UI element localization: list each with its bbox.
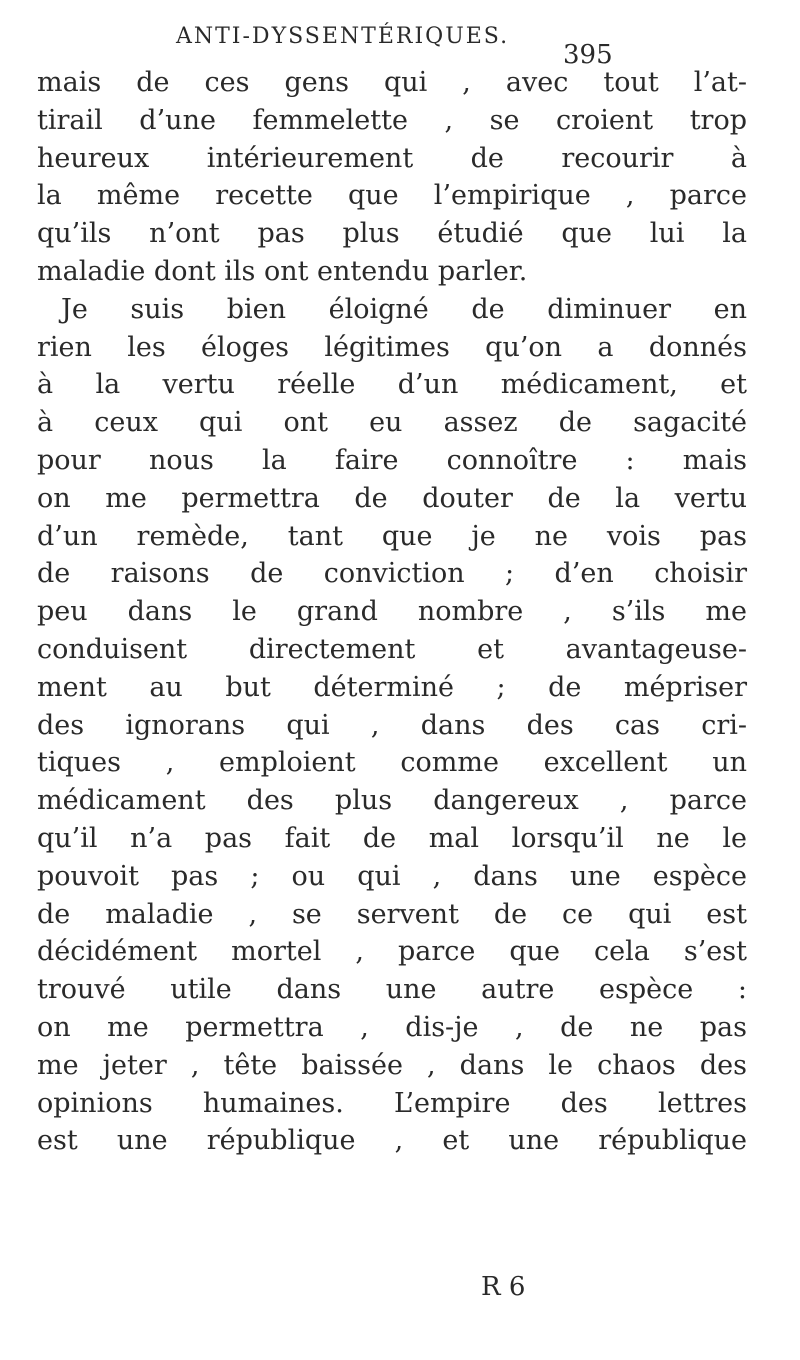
running-head: ANTI-DYSSENTÉRIQUES. (176, 24, 510, 49)
text-line: trouvé utile dans une autre espèce : (37, 974, 747, 1006)
text-line: on me permettra , dis-je , de ne pas (37, 1011, 747, 1043)
text-line: de raisons de conviction ; d’en choisir (37, 558, 747, 590)
text-line: rien les éloges légitimes qu’on a donnés (37, 331, 747, 363)
text-line: la même recette que l’empirique , parce (37, 180, 747, 212)
text-line: qu’il n’a pas fait de mal lorsqu’il ne le (37, 822, 747, 854)
text-line: on me permettra de douter de la vertu (37, 482, 747, 514)
text-line: médicament des plus dangereux , parce (37, 785, 747, 817)
text-line: me jeter , tête baissée , dans le chaos des (37, 1049, 747, 1081)
text-line: de maladie , se servent de ce qui est (37, 898, 747, 930)
page-number: 395 (563, 40, 613, 70)
text-line: décidément mortel , parce que cela s’est (37, 936, 747, 968)
text-line: pour nous la faire connoître : mais (37, 444, 747, 476)
text-line: tirail d’une femmelette , se croient trop (37, 104, 747, 136)
text-line: heureux intérieurement de recourir à (37, 142, 747, 174)
text-line: qu’ils n’ont pas plus étudié que lui la (37, 218, 747, 250)
text-line: pouvoit pas ; ou qui , dans une espèce (37, 860, 747, 892)
text-line: des ignorans qui , dans des cas cri- (37, 709, 747, 741)
text-line: à ceux qui ont eu assez de sagacité (37, 407, 747, 439)
text-line: à la vertu réelle d’un médicament, et (37, 369, 747, 401)
text-line: Je suis bien éloigné de diminuer en (61, 293, 747, 325)
text-line: peu dans le grand nombre , s’ils me (37, 596, 747, 628)
text-line: maladie dont ils ont entendu parler. (37, 255, 528, 287)
text-line: tiques , emploient comme excellent un (37, 747, 747, 779)
text-line: mais de ces gens qui , avec tout l’at- (37, 67, 747, 98)
body-text (37, 64, 747, 1160)
text-line: d’un remède, tant que je ne vois pas (37, 520, 747, 552)
text-line: ment au but déterminé ; de mépriser (37, 671, 747, 703)
text-line: conduisent directement et avantageuse- (37, 633, 747, 665)
text-line: opinions humaines. L’empire des lettres (37, 1087, 747, 1119)
signature-mark: R 6 (481, 1272, 526, 1302)
text-line: est une république , et une république (37, 1125, 747, 1157)
